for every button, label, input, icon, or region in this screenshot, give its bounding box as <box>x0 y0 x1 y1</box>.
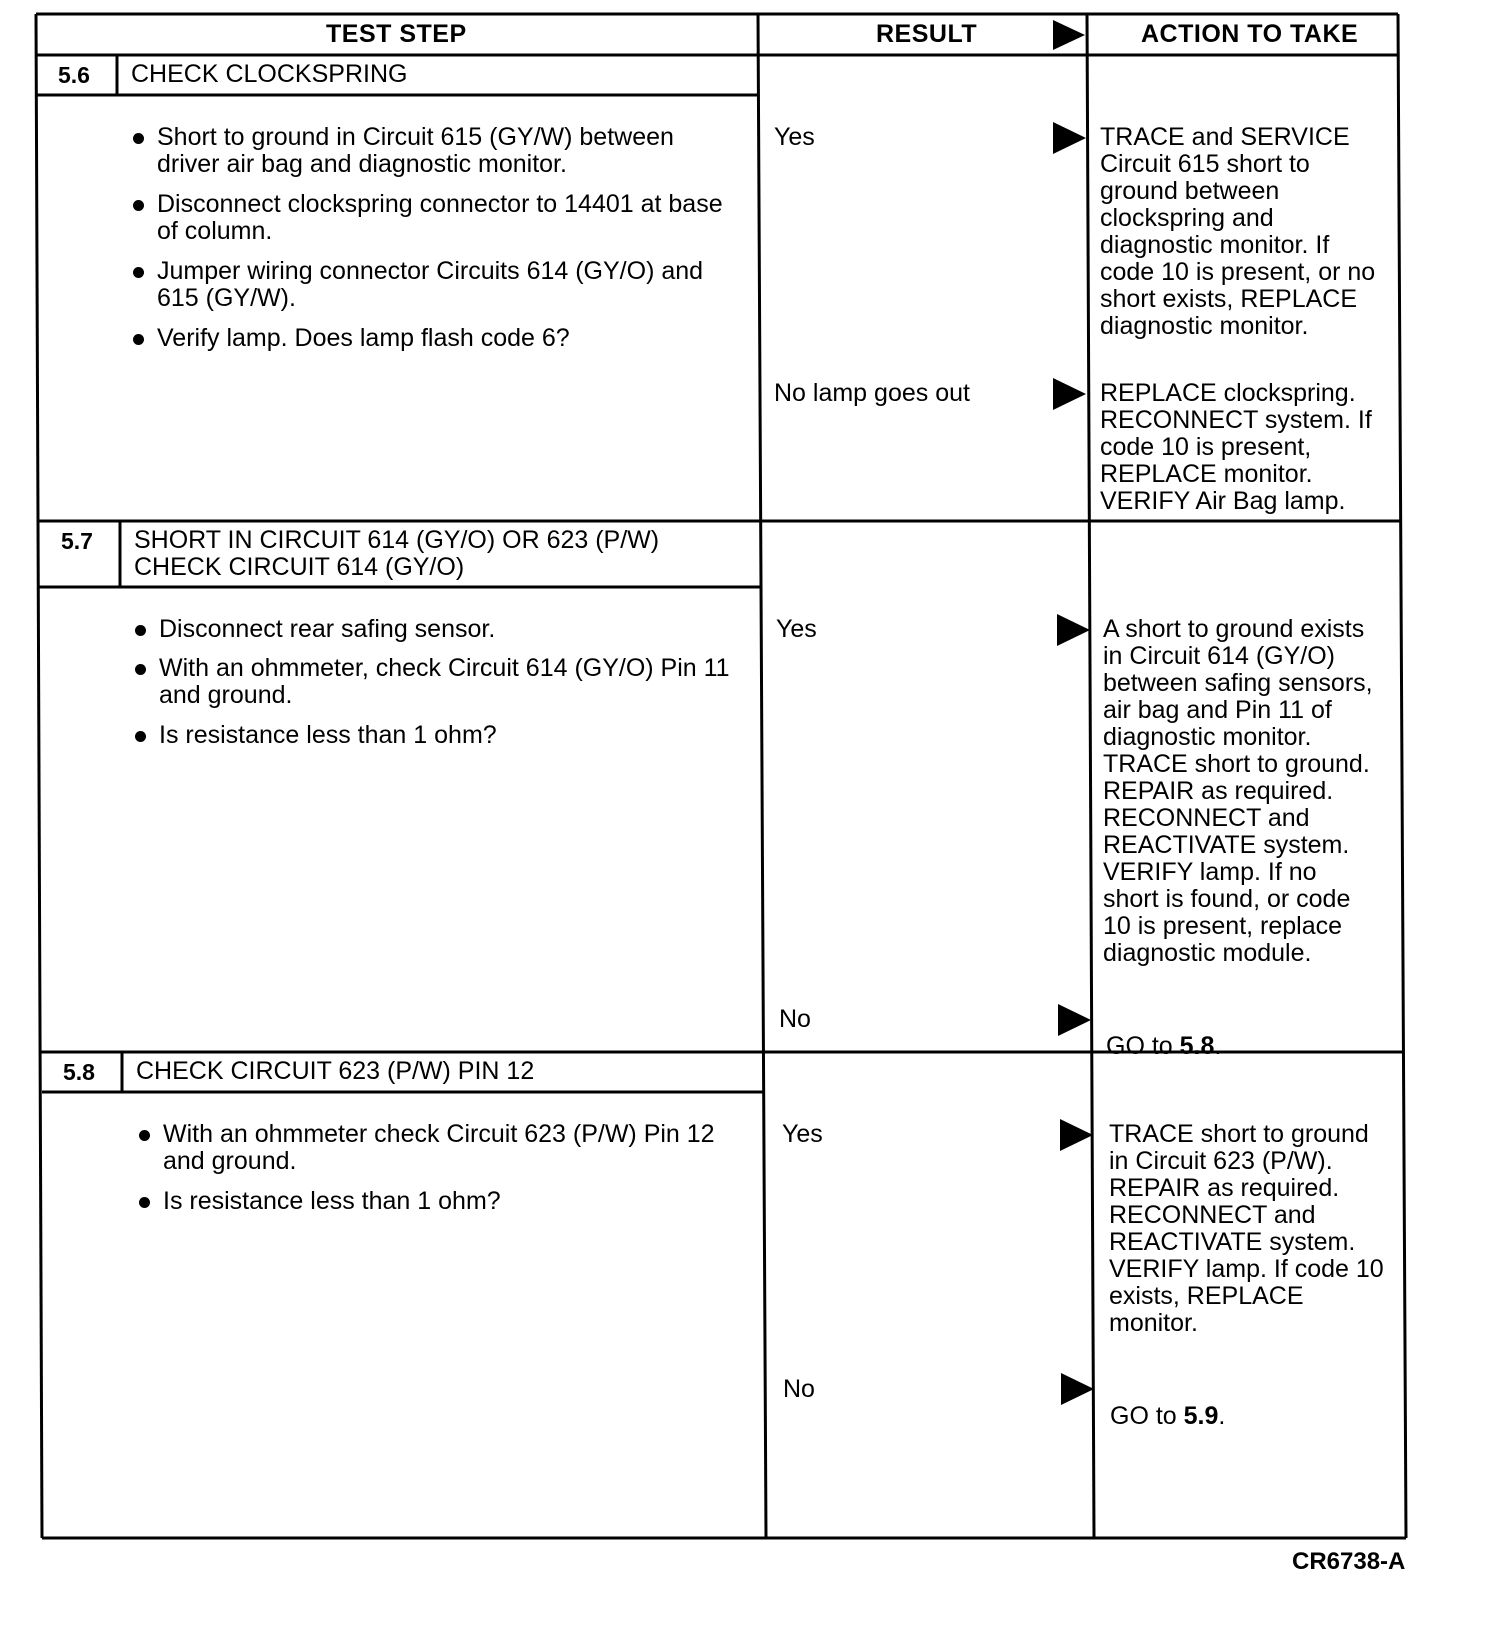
bullet-icon <box>135 731 146 742</box>
action-text: TRACE short to ground in Circuit 623 (P/W). REPAIR as required. RECONNECT and REACTIVATE system. VERIFY lamp. If code 10 exists, REPLACE monitor. <box>1109 1120 1384 1337</box>
result-text: Yes <box>774 123 815 151</box>
result-text: No <box>779 1005 811 1033</box>
result-text: Yes <box>776 615 817 643</box>
result-text: No lamp goes out <box>774 379 970 407</box>
arrow-icon <box>1058 1004 1091 1036</box>
bullet-icon <box>133 334 144 345</box>
step-bullet: Is resistance less than 1 ohm? <box>163 1188 501 1215</box>
arrow-icon <box>1053 378 1086 410</box>
step-number: 5.6 <box>58 62 90 88</box>
bullet-icon <box>133 133 144 144</box>
action-text: TRACE and SERVICE Circuit 615 short to ground between clockspring and diagnostic monitor. If code 10 is present, or no short exists, REPLACE diagnostic monitor. <box>1100 123 1376 340</box>
action-text: REPLACE clockspring. RECONNECT system. If code 10 is present, REPLACE monitor. VERIFY Air Bag lamp. <box>1100 379 1372 515</box>
step-title: CHECK CLOCKSPRING <box>131 60 408 88</box>
step-bullet: Short to ground in Circuit 615 (GY/W) between driver air bag and diagnostic monitor. <box>157 124 674 178</box>
step-title: CHECK CIRCUIT 623 (P/W) PIN 12 <box>136 1057 535 1085</box>
result-text: Yes <box>782 1120 823 1148</box>
step-bullet: Disconnect clockspring connector to 14401 at base of column. <box>157 191 723 245</box>
bullet-icon <box>133 267 144 278</box>
arrow-icon <box>1053 122 1086 154</box>
step-bullet: With an ohmmeter, check Circuit 614 (GY/O) Pin 11 and ground. <box>159 655 730 709</box>
arrow-icon <box>1060 1119 1093 1151</box>
action-text: GO to 5.8. <box>1106 1032 1222 1060</box>
arrow-icon <box>1057 614 1090 646</box>
bullet-icon <box>139 1197 150 1208</box>
step-bullet: Disconnect rear safing sensor. <box>159 616 495 643</box>
step-number: 5.8 <box>63 1059 95 1085</box>
action-text: GO to 5.9. <box>1110 1402 1226 1430</box>
step-bullet: Verify lamp. Does lamp flash code 6? <box>157 325 570 352</box>
bullet-icon <box>135 664 146 675</box>
action-text: A short to ground exists in Circuit 614 (GY/O) between safing sensors, air bag and Pin 11 of diagnostic monitor. TRACE short to ground. REPAIR as required. RECONNECT and REACTIVATE system. VERIFY lamp. If no short is found, or code 10 is present, replace diagnostic module. <box>1103 615 1373 967</box>
header-arrow-icon <box>1053 20 1085 50</box>
header-result: RESULT <box>876 20 978 48</box>
result-text: No <box>783 1375 815 1403</box>
arrow-icon <box>1061 1373 1094 1405</box>
figure-reference: CR6738-A <box>1292 1548 1406 1575</box>
header-test-step: TEST STEP <box>326 20 467 48</box>
step-title: SHORT IN CIRCUIT 614 (GY/O) OR 623 (P/W) CHECK CIRCUIT 614 (GY/O) <box>134 526 660 581</box>
step-bullet: Jumper wiring connector Circuits 614 (GY/O) and 615 (GY/W). <box>157 258 703 312</box>
bullet-icon <box>135 625 146 636</box>
bullet-icon <box>139 1130 150 1141</box>
step-number: 5.7 <box>61 528 93 554</box>
bullet-icon <box>133 200 144 211</box>
step-bullet: With an ohmmeter check Circuit 623 (P/W) Pin 12 and ground. <box>163 1121 715 1175</box>
header-action-to-take: ACTION TO TAKE <box>1141 20 1359 48</box>
step-bullet: Is resistance less than 1 ohm? <box>159 722 497 749</box>
